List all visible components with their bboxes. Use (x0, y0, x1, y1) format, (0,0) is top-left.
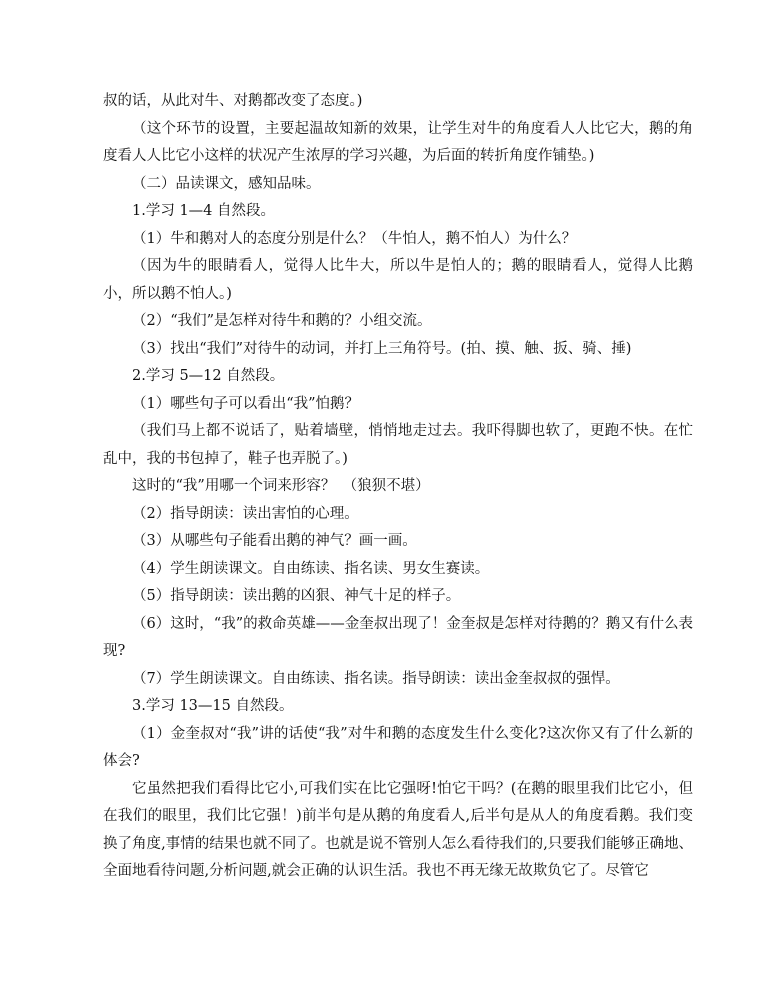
paragraph: （3）从哪些句子能看出鹅的神气？画一画。 (132, 533, 417, 549)
paragraph: （1）哪些句子可以看出“我”怕鹅？ (132, 395, 360, 412)
paragraph: （1）金奎叔对“我”讲的话使“我”对牛和鹅的态度发生什么变化?这次你又有了什么新的体会? (103, 725, 693, 769)
paragraph: （我们马上都不说话了，贴着墙壁，悄悄地走过去。我吓得脚也软了，更跑不快。在忙乱中，我的书包掉了，鞋子也弄脱了。) (103, 423, 693, 467)
paragraph: 叔的话，从此对牛、对鹅都改变了态度。) (103, 93, 363, 109)
paragraph: （2）指导朗读：读出害怕的心理。 (132, 505, 359, 522)
paragraph: 它虽然把我们看得比它小,可我们实在比它强呀!怕它干吗？(在鹅的眼里我们比它小，但在我们的眼里，我们比它强！)前半句是从鹅的角度看人,后半句是从人的角度看鹅。我们变换了角度,事情的结果也就不同了。也就是说不管别人怎么看待我们的,只要我们能够正确地、全面地看待问题,分析问题,就会正确的认识生活。我也不再无缘无故欺负它了。尽管它 (103, 780, 693, 879)
paragraph: （二）品读课文，感知品味。 (132, 175, 321, 192)
paragraph: （2）“我们”是怎样对待牛和鹅的？小组交流。 (132, 313, 432, 329)
paragraph: （这个环节的设置，主要起温故知新的效果，让学生对牛的角度看人人比它大，鹅的角度看人人比它小这样的状况产生浓厚的学习兴趣，为后面的转折角度作铺垫。) (103, 120, 693, 164)
paragraph: （7）学生朗读课文。自由练读、指名读。指导朗读：读出金奎叔叔的强悍。 (132, 670, 620, 687)
paragraph: 这时的“我”用哪一个词来形容？ （狼狈不堪） (132, 478, 430, 494)
paragraph: （4）学生朗读课文。自由练读、指名读、男女生赛读。 (132, 560, 490, 577)
paragraph: （1）牛和鹅对人的态度分别是什么？（牛怕人，鹅不怕人）为什么？ (132, 230, 577, 247)
paragraph: （3）找出“我们”对待牛的动词，并打上三角符号。(拍、摸、触、扳、骑、捶) (132, 340, 632, 357)
paragraph: 2.学习 5—12 自然段。 (132, 368, 285, 384)
paragraph: （因为牛的眼睛看人，觉得人比牛大，所以牛是怕人的；鹅的眼睛看人，觉得人比鹅小，所以鹅不怕人。) (103, 258, 693, 302)
paragraph: （6）这时，“我”的救命英雄——金奎叔出现了！金奎叔是怎样对待鹅的？鹅又有什么表现? (103, 615, 693, 659)
paragraph: 3.学习 13—15 自然段。 (132, 698, 294, 714)
document-body (103, 88, 693, 886)
paragraph: 1.学习 1—4 自然段。 (132, 203, 276, 219)
paragraph: （5）指导朗读：读出鹅的凶狠、神气十足的样子。 (132, 588, 461, 604)
